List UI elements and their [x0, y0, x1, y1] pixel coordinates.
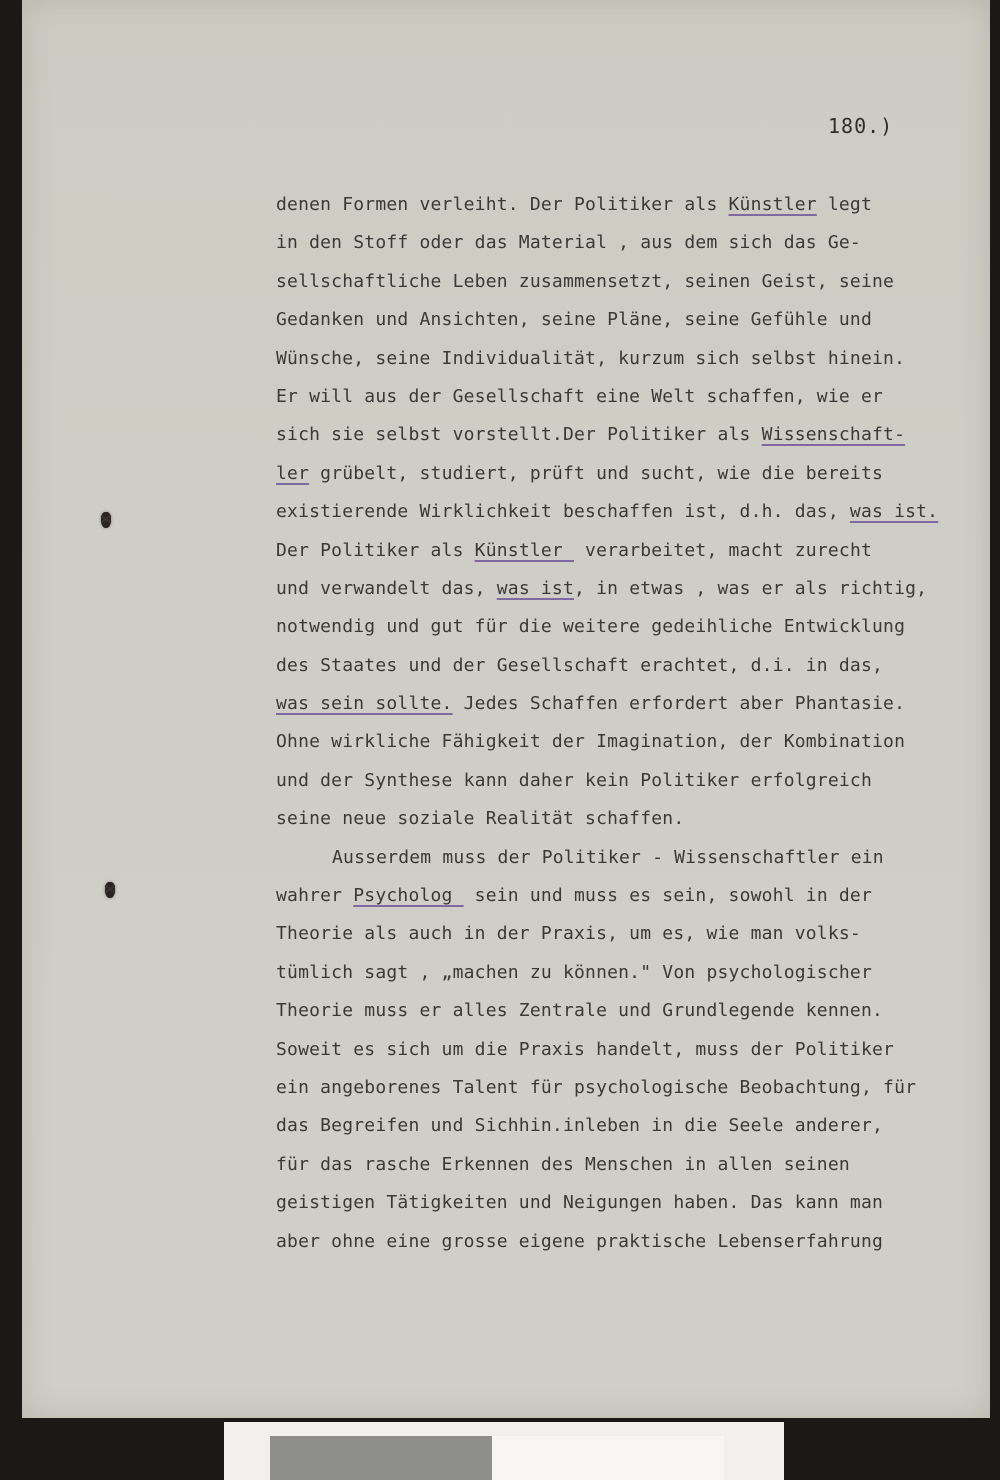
text-segment: des Staates und der Gesellschaft erachtet, d.i. in das, — [276, 654, 884, 676]
text-segment: grübelt, studiert, prüft und sucht, wie die bereits — [309, 462, 884, 484]
text-line — [276, 685, 992, 723]
page-number: 180.) — [828, 114, 894, 138]
text-line — [276, 186, 992, 224]
text-line — [276, 263, 992, 301]
text-line — [276, 340, 992, 378]
calibration-grey-patch — [270, 1436, 492, 1480]
text-segment: legt — [816, 194, 872, 215]
underlined-text: was sein sollte. — [276, 693, 453, 715]
text-segment: in den Stoff oder das Material , aus dem sich das Ge- — [276, 232, 861, 254]
text-segment: Soweit es sich um die Praxis handelt, muss der Politiker — [276, 1038, 895, 1060]
text-line — [276, 608, 992, 646]
underlined-text: Künstler — [474, 539, 575, 561]
text-line — [276, 954, 992, 992]
text-line — [276, 839, 992, 877]
text-segment: Er will aus der Gesellschaft eine Welt schaffen, wie er — [276, 385, 884, 407]
text-line — [276, 455, 992, 493]
text-segment: Gedanken und Ansichten, seine Pläne, seine Gefühle und — [276, 309, 872, 331]
text-segment: Wünsche, seine Individualität, kurzum sich selbst hinein. — [276, 347, 906, 369]
text-line — [276, 1223, 992, 1261]
text-segment: Theorie muss er alles Zentrale und Grundlegende kennen. — [276, 1000, 884, 1022]
text-line — [276, 800, 992, 838]
text-segment: tümlich sagt , „machen zu können." Von psychologischer — [276, 961, 872, 983]
text-segment: sich sie selbst vorstellt.Der Politiker als — [276, 424, 762, 446]
text-segment: notwendig und gut für die weitere gedeihliche Entwicklung — [276, 616, 906, 638]
text-line — [276, 224, 992, 262]
typewritten-body — [276, 186, 992, 1261]
underlined-text: Psycholog — [353, 885, 464, 907]
text-segment: verarbeitet, macht zurecht — [574, 539, 873, 561]
text-line — [276, 1031, 992, 1069]
text-segment: für das rasche Erkennen des Menschen in allen seinen — [276, 1153, 850, 1175]
text-segment: Ohne wirkliche Fähigkeit der Imagination, der Kombination — [276, 731, 906, 753]
text-line — [276, 992, 992, 1030]
text-line — [276, 1146, 992, 1184]
text-segment: ein angeborenes Talent für psychologische Beobachtung, für — [276, 1076, 917, 1098]
calibration-white-patch — [492, 1436, 724, 1480]
text-line — [276, 647, 992, 685]
text-segment: sellschaftliche Leben zusammensetzt, seinen Geist, seine — [276, 270, 895, 292]
text-segment: wahrer — [276, 885, 354, 907]
text-line — [276, 915, 992, 953]
text-line — [276, 416, 992, 454]
underlined-text: was ist. — [849, 501, 939, 523]
text-line — [276, 532, 992, 570]
text-line — [276, 301, 992, 339]
underlined-text: Wissenschaft- — [761, 424, 906, 446]
underlined-text: was ist — [496, 577, 575, 599]
text-line — [276, 877, 992, 915]
text-segment: sein und muss es sein, sowohl in der — [463, 885, 873, 907]
text-segment: Der Politiker als — [276, 539, 475, 561]
text-segment: seine neue soziale Realität schaffen. — [276, 808, 685, 830]
text-segment: Jedes Schaffen erfordert aber Phantasie. — [452, 693, 906, 715]
text-line — [276, 1107, 992, 1145]
text-line — [276, 1184, 992, 1222]
text-line — [276, 570, 992, 608]
text-segment: Ausserdem muss der Politiker - Wissenschaftler ein — [332, 846, 884, 868]
text-segment: denen Formen verleiht. Der Politiker als — [276, 194, 729, 215]
text-line — [276, 493, 992, 531]
typewritten-page — [22, 0, 990, 1418]
text-segment: aber ohne eine grosse eigene praktische Lebenserfahrung — [276, 1230, 884, 1252]
punch-hole-lower — [105, 882, 115, 898]
text-line — [276, 762, 992, 800]
text-segment: existierende Wirklichkeit beschaffen ist, d.h. das, — [276, 501, 850, 523]
text-line — [276, 1069, 992, 1107]
text-line — [276, 723, 992, 761]
text-segment: das Begreifen und Sichhin.inleben in die Seele anderer, — [276, 1115, 884, 1137]
text-segment: und der Synthese kann daher kein Politiker erfolgreich — [276, 769, 872, 791]
text-segment: , in etwas , was er als richtig, — [574, 577, 928, 599]
text-segment: und verwandelt das, — [276, 577, 497, 599]
punch-hole-upper — [101, 512, 111, 528]
text-segment: Theorie als auch in der Praxis, um es, wie man volks- — [276, 923, 861, 945]
underlined-text: ler — [276, 462, 310, 484]
underlined-text: Künstler — [728, 194, 817, 215]
text-segment: geistigen Tätigkeiten und Neigungen haben. Das kann man — [276, 1192, 884, 1214]
text-line — [276, 378, 992, 416]
